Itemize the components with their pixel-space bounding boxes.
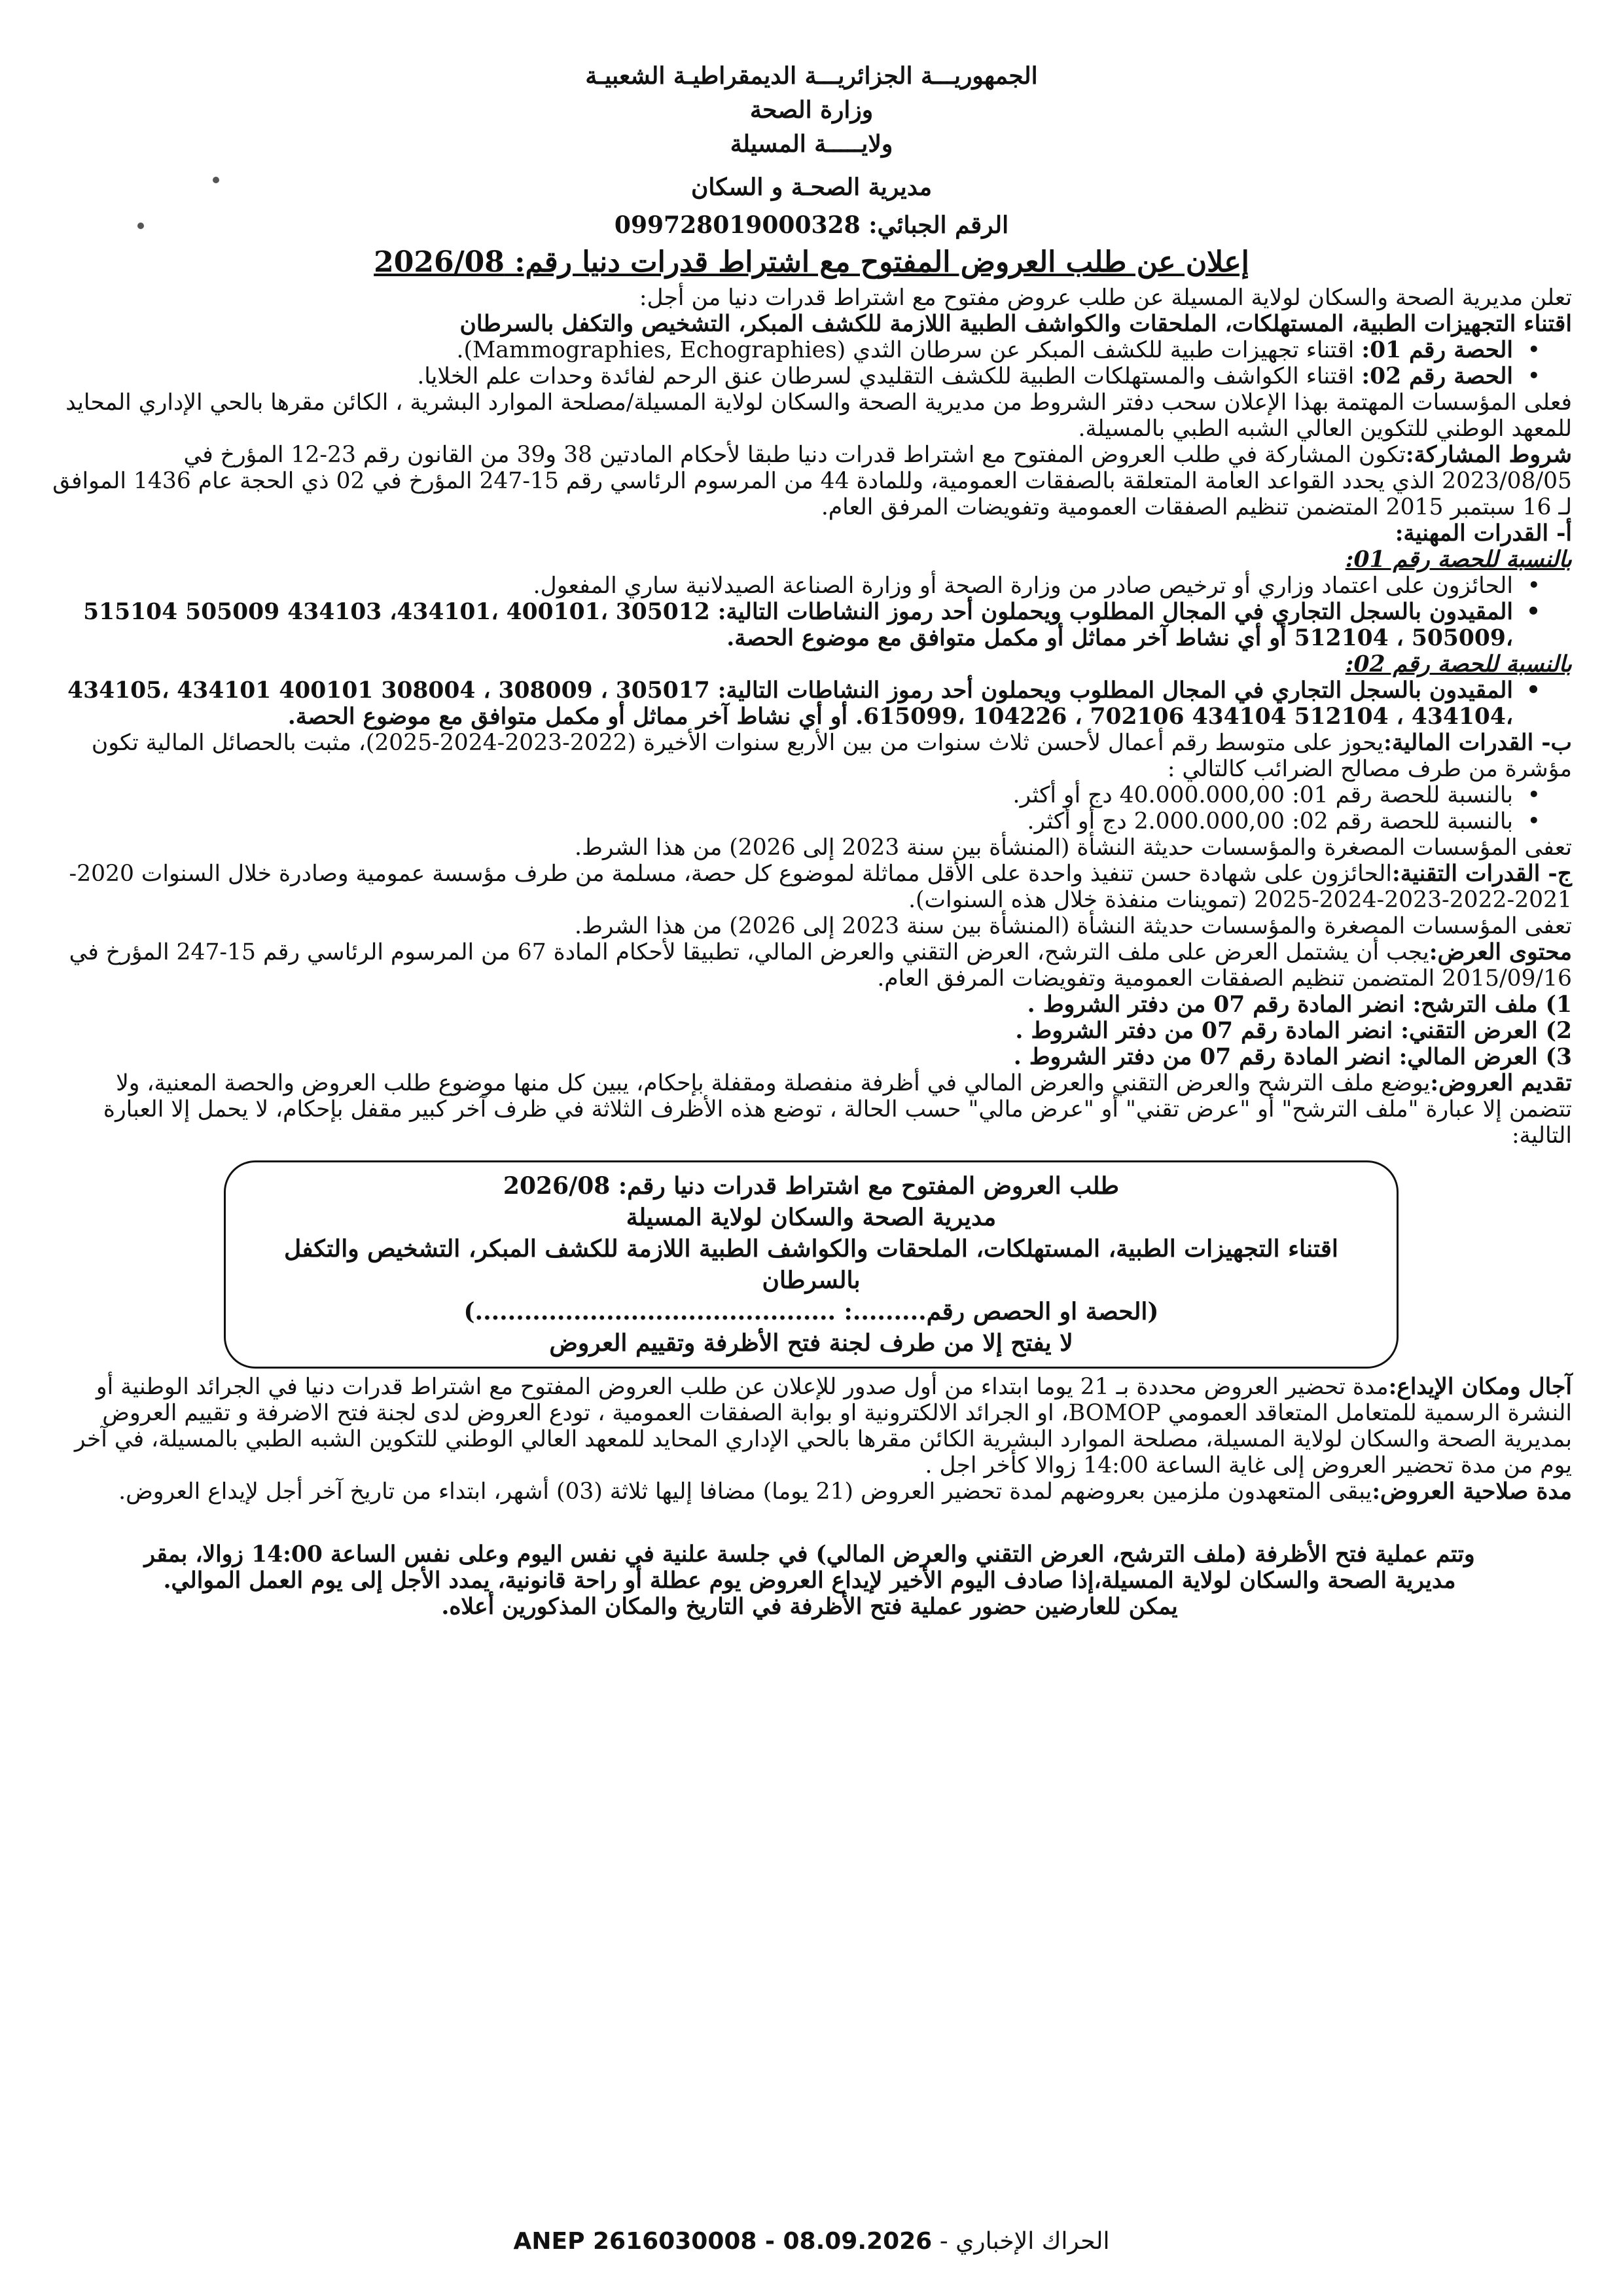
submission-text: يوضع ملف الترشح والعرض التقني والعرض المالي في أظرفة منفصلة ومقفلة بإحكام، يبين كل منها موضوع طلب العروض والحصة المعنية، ولا تتضمن إلا عبارة "ملف الترشح" أو "عرض تقني" أو "عرض مالي" حسب الحالة ، توضع هذه الأظرف الثلاثة في ظرف آخر كبير مقفل بإحكام، لا يحمل إلا العبارة التالية: [103,1070,1572,1149]
publication-footer [0,2228,1623,2255]
financial-exemption: تعفى المؤسسات المصغرة والمؤسسات حديثة النشأة (المنشأة بين سنة 2023 إلى 2026) من هذا الشرط. [575,834,1572,861]
technical-section [47,861,1572,913]
newspaper-name: الحراك الإخباري - [939,2228,1110,2255]
participation-label: شروط المشاركة: [1405,442,1572,468]
validity-text: يبقى المتعهدون ملزمين بعروضهم لمدة تحضير العروض (21 يوما) مضافا إليها ثلاثة (03) أشهر، ابتداء من تاريخ آخر أجل لإيداع العروض. [118,1479,1372,1505]
envelope-line-directorate: مديرية الصحة والسكان لولاية المسيلة [626,1204,997,1231]
lot-item [47,363,1541,389]
lot2-requirements [47,677,1572,730]
lot-text: اقتناء تجهيزات طبية للكشف المبكر عن سرطان الثدي (Mammographies, Echographies). [456,337,1355,363]
offer-component: 1) ملف الترشح: انضر المادة رقم 07 من دفتر الشروط . [1027,992,1572,1018]
header-directorate: مديرية الصحـة و السكان [690,173,932,201]
validity-section [47,1479,1572,1505]
validity-label: مدة صلاحية العروض: [1372,1479,1572,1505]
closing-line: مديرية الصحة والسكان لولاية المسيلة،إذا صادف اليوم الأخير لإيداع العروض يوم عطلة أو راحة قانونية، يمدد الأجل إلى يوم العمل الموالي. [163,1568,1456,1594]
closing-line: وتتم عملية فتح الأظرفة (ملف الترشح، العرض التقني والعرض المالي) في جلسة علنية في نفس اليوم وعلى نفس الساعة 14:00 زوالا، بمقر [144,1541,1475,1568]
offer-component: 2) العرض التقني: انضر المادة رقم 07 من دفتر الشروط . [1015,1018,1572,1044]
professional-heading: أ- القدرات المهنية: [1395,520,1572,547]
envelope-line-title: طلب العروض المفتوح مع اشتراط قدرات دنيا رقم: 2026/08 [503,1172,1120,1200]
submission-section [47,1070,1572,1149]
requirement-item: • المقيدون بالسجل التجاري في المجال المطلوب ويحملون أحد رموز النشاطات التالية: 305012 ،400101 ،434101، 434103 505009 515104 ،505009 ، 512104 أو أي نشاط آخر مماثل أو مكمل متوافق مع موضوع الحصة. [47,599,1541,651]
lots-list [47,337,1572,389]
lot-label: الحصة رقم 02: [1361,363,1513,389]
threshold-item: • بالنسبة للحصة رقم 02: 2.000.000,00 دج أو أكثر. [47,808,1541,834]
opening-session-notice [47,1541,1572,1620]
participation-text: تكون المشاركة في طلب العروض المفتوح مع اشتراط قدرات دنيا طبقا لأحكام المادتين 38 و39 من القانون رقم 23-12 المؤرخ في 2023/08/05 الذي يحدد القواعد العامة المتعلقة بالصفقات العمومية، وللمادة 44 من المرسوم الرئاسي رقم 15-247 المؤرخ في 02 ذي الحجة عام 1436 الموافق لـ 16 سبتمبر 2015 المتضمن تنظيم الصفقات العمومية وتفويضات المرفق العام. [52,442,1572,520]
header-ministry: وزارة الصحة [749,96,874,124]
header-republic: الجمهوريـــة الجزائريـــة الديمقراطيـة الشعبيـة [585,62,1038,90]
technical-label: ج- القدرات التقنية: [1391,861,1572,887]
header-wilaya: ولايـــــة المسيلة [730,130,893,158]
closing-line: يمكن للعارضين حضور عملية فتح الأظرفة في التاريخ والمكان المذكورين أعلاه. [441,1594,1178,1620]
subject-text: اقتناء التجهيزات الطبية، المستهلكات، الملحقات والكواشف الطبية اللازمة للكشف المبكر، التشخيص والتكفل بالسرطان [459,311,1572,337]
deadline-section [47,1374,1572,1479]
envelope-line-subject: اقتناء التجهيزات الطبية، المستهلكات، الملحقات والكواشف الطبية اللازمة للكشف المبكر، التشخيص والتكفل بالسرطان [284,1235,1338,1294]
deadline-label: آجال ومكان الإيداع: [1388,1374,1572,1400]
lot2-heading: بالنسبة للحصة رقم 02: [1345,651,1572,677]
threshold-item: • بالنسبة للحصة رقم 01: 40.000.000,00 دج أو أكثر. [47,782,1541,808]
financial-section [47,730,1572,782]
lot-label: الحصة رقم 01: [1361,337,1513,363]
financial-thresholds [47,782,1572,834]
intro-text: تعلن مديرية الصحة والسكان لولاية المسيلة عن طلب عروض مفتوح مع اشتراط قدرات دنيا من أجل: [639,285,1572,311]
fiscal-label: الرقم الجبائي: [868,211,1009,239]
submission-label: تقديم العروض: [1430,1070,1572,1096]
lot-text: اقتناء الكواشف والمستهلكات الطبية للكشف التقليدي لسرطان عنق الرحم لفائدة وحدات علم الخلايا. [417,363,1355,389]
lot-item [47,337,1541,363]
envelope-label-box [224,1160,1399,1369]
lot1-requirements [47,573,1572,651]
requirement-item: • المقيدون بالسجل التجاري في المجال المطلوب ويحملون أحد رموز النشاطات التالية: 305017 ، 308009 ، 308004 400101 434101 ،434105 ،434104 ، 512104 434104 702106 ، 104226 ،615099. أو أي نشاط آخر مماثل أو مكمل متوافق مع موضوع الحصة. [47,677,1541,730]
technical-exemption: تعفى المؤسسات المصغرة والمؤسسات حديثة النشأة (المنشأة بين سنة 2023 إلى 2026) من هذا الشرط. [575,913,1572,939]
withdraw-text: فعلى المؤسسات المهتمة بهذا الإعلان سحب دفتر الشروط من مديرية الصحة والسكان لولاية المسيلة/مصلحة الموارد البشرية ، الكائن مقرها بالحي الإداري المحايد للمعهد الوطني للتكوين العالي الشبه الطبي بالمسيلة. [65,389,1572,442]
fiscal-number: 099728019000328 [614,211,861,239]
anep-reference: ANEP 2616030008 - 08.09.2026 [513,2228,933,2255]
announcement-title: إعلان عن طلب العروض المفتوح مع اشتراط قدرات دنيا رقم: 2026/08 [374,245,1249,279]
financial-label: ب- القدرات المالية: [1383,730,1572,756]
requirement-item: • الحائزون على اعتماد وزاري أو ترخيص صادر من وزارة الصحة أو وزارة الصناعة الصيدلانية ساري المفعول. [47,573,1541,599]
offer-content-text: يجب أن يشتمل العرض على ملف الترشح، العرض التقني والعرض المالي، تطبيقا لأحكام المادة 67 من المرسوم الرئاسي رقم 15-247 المؤرخ في 2015/09/16 المتضمن تنظيم الصفقات العمومية وتفويضات المرفق العام. [69,939,1572,992]
technical-text: الحائزون على شهادة حسن تنفيذ واحدة على الأقل مماثلة لموضوع كل حصة، مسلمة من طرف مؤسسة عمومية وصادرة خلال السنوات 2020-2021-2022-2023-2024-2025 (تموينات منفذة خلال هذه السنوات). [69,861,1572,913]
announcement-body [47,285,1572,1620]
section-spacer [47,1505,1572,1541]
participation-section [47,442,1572,520]
lot1-heading: بالنسبة للحصة رقم 01: [1345,547,1572,573]
envelope-line-lots: (الحصة او الحصص رقم.........: ............................................) [463,1298,1159,1325]
header-fiscal-number [0,208,1623,242]
deadline-text: مدة تحضير العروض محددة بـ 21 يوما ابتداء من أول صدور للإعلان عن طلب العروض المفتوح مع اشتراط قدرات دنيا في الجرائد الوطنية أو النشرة الرسمية للمتعامل المتعاقد العمومي BOMOP، او الجرائد الالكترونية او بوابة الصفقات العمومية ، تودع العروض لدى لجنة فتح الاضرفة و تقييم العروض بمديرية الصحة والسكان لولاية المسيلة، مصلحة الموارد البشرية الكائن مقرها بالحي الإداري المحايد للمعهد العالي الوطني للتكوين الشبه الطبي بالمسيلة، في آخر يوم من مدة تحضير العروض إلى غاية الساعة 14:00 زوالا كأخر اجل . [74,1374,1572,1479]
financial-text: يحوز على متوسط رقم أعمال لأحسن ثلاث سنوات من بين الأربع سنوات الأخيرة (2022-2023-2024-2025)، مثبت بالحصائل المالية تكون مؤشرة من طرف مصالح الضرائب كالتالي : [91,730,1572,782]
offer-components [47,992,1572,1070]
offer-component: 3) العرض المالي: انضر المادة رقم 07 من دفتر الشروط . [1013,1044,1572,1070]
offer-content-label: محتوى العرض: [1429,939,1572,965]
offer-content-section [47,939,1572,992]
envelope-line-warning: لا يفتح إلا من طرف لجنة فتح الأظرفة وتقييم العروض [549,1329,1073,1357]
